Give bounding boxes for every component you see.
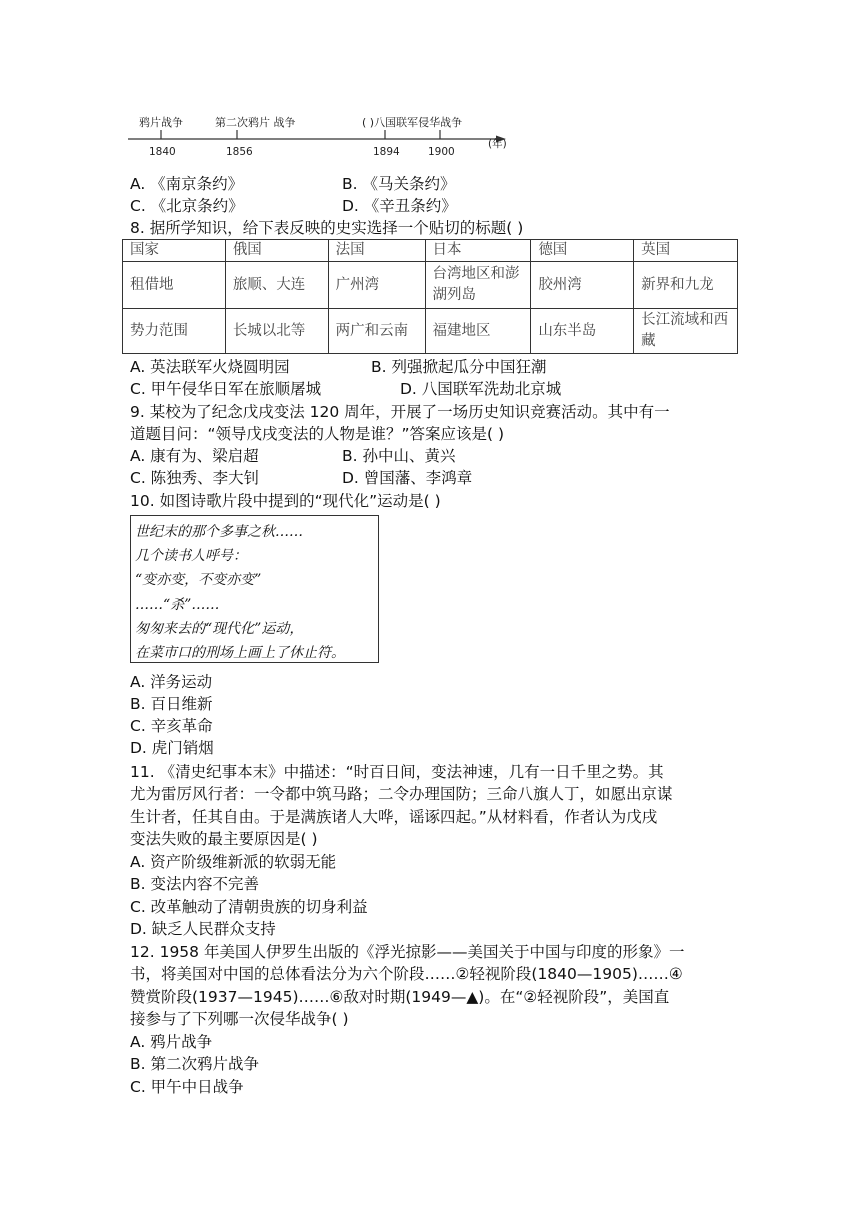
- poem-line: 世纪末的那个多事之秋……: [135, 524, 303, 540]
- table-cell: 长江流域和西藏: [634, 309, 738, 354]
- q12-stem-line2: 书，将美国对中国的总体看法分为六个阶段……②轻视阶段(1840—1905)……④: [130, 965, 683, 983]
- table-cell: 法国: [328, 240, 425, 262]
- table-cell: 台湾地区和澎湖列岛: [425, 262, 531, 309]
- q11-option-b: B. 变法内容不完善: [130, 875, 259, 893]
- poem-line: ……“杀”……: [135, 596, 220, 613]
- q12-option-c: C. 甲午中日战争: [130, 1078, 244, 1096]
- q11-option-a: A. 资产阶级维新派的软弱无能: [130, 853, 337, 871]
- timeline-axis: [128, 128, 518, 150]
- table-cell: 新界和九龙: [634, 262, 738, 309]
- timeline-year-1900: 1900: [428, 146, 455, 158]
- q11-option-c: C. 改革触动了清朝贵族的切身利益: [130, 898, 368, 916]
- q8-option-b: B. 列强掀起瓜分中国狂潮: [371, 358, 547, 376]
- q12-stem-line3: 赞赏阶段(1937—1945)……⑥敌对时期(1949—▲)。在“②轻视阶段”，美国直: [130, 988, 670, 1006]
- q7-option-b: B. 《马关条约》: [342, 175, 456, 193]
- poem-line: 几个读书人呼号：: [135, 548, 247, 565]
- q7-option-d: D. 《辛丑条约》: [342, 197, 457, 215]
- q8-stem: 8. 据所学知识，给下表反映的史实选择一个贴切的标题( ): [130, 219, 524, 237]
- q10-option-b: B. 百日维新: [130, 695, 213, 713]
- q9-stem-line1: 9. 某校为了纪念戊戌变法 120 周年，开展了一场历史知识竞赛活动。其中有一: [130, 403, 670, 421]
- table-cell: 广州湾: [328, 262, 425, 309]
- table-cell: 胶州湾: [531, 262, 634, 309]
- q9-option-d: D. 曾国藩、李鸿章: [342, 469, 473, 487]
- q7-option-c: C. 《北京条约》: [130, 197, 244, 215]
- q11-stem-line2: 尤为雷厉风行者：一令都中筑马路；二令办理国防；三命八旗人丁，如愿出京谋: [130, 785, 673, 803]
- q7-option-a: A. 《南京条约》: [130, 175, 244, 193]
- timeline-year-1894: 1894: [373, 146, 400, 158]
- q11-option-d: D. 缺乏人民群众支持: [130, 920, 276, 938]
- q10-option-a: A. 洋务运动: [130, 673, 213, 691]
- q8-option-a: A. 英法联军火烧圆明园: [130, 358, 290, 376]
- q9-option-b: B. 孙中山、黄兴: [342, 447, 456, 465]
- table-cell: 山东半岛: [531, 309, 634, 354]
- poem-line: 在菜市口的刑场上画上了休止符。: [135, 645, 345, 662]
- table-header-row: [123, 240, 738, 262]
- table-cell: 势力范围: [123, 309, 226, 354]
- timeline-label-opium-war: 鸦片战争: [139, 116, 183, 129]
- timeline-year-1840: 1840: [149, 146, 176, 158]
- timeline-year-1856: 1856: [226, 146, 253, 158]
- table-row: [123, 309, 738, 354]
- poem-excerpt: [130, 515, 379, 663]
- q9-option-c: C. 陈独秀、李大钊: [130, 469, 260, 487]
- table-cell: 俄国: [225, 240, 328, 262]
- q8-option-d: D. 八国联军洗劫北京城: [400, 380, 562, 398]
- q9-option-a: A. 康有为、梁启超: [130, 447, 259, 465]
- q10-option-c: C. 辛亥革命: [130, 717, 213, 735]
- q11-stem-line1: 11. 《清史纪事本末》中描述：“时百日间，变法神速，几有一日千里之势。其: [130, 763, 664, 781]
- table-cell: 英国: [634, 240, 738, 262]
- table-cell: 福建地区: [425, 309, 531, 354]
- table-cell: 旅顺、大连: [225, 262, 328, 309]
- q12-stem-line4: 接参与了下列哪一次侵华战争( ): [130, 1010, 349, 1028]
- q11-stem-line4: 变法失败的最主要原因是( ): [130, 830, 318, 848]
- q8-option-c: C. 甲午侵华日军在旅顺屠城: [130, 380, 322, 398]
- poem-line: “变亦变，不变亦变”: [135, 572, 262, 589]
- timeline-label-eight-nation: ( )八国联军侵华战争: [362, 116, 463, 129]
- table-cell: 租借地: [123, 262, 226, 309]
- table-row: [123, 262, 738, 309]
- table-cell: 日本: [425, 240, 531, 262]
- q12-option-a: A. 鸦片战争: [130, 1033, 213, 1051]
- spheres-table: [122, 239, 738, 354]
- poem-line: 匆匆来去的“现代化”运动，: [135, 620, 304, 637]
- q12-option-b: B. 第二次鸦片战争: [130, 1055, 259, 1073]
- table-cell: 国家: [123, 240, 226, 262]
- timeline-label-second-opium-war: 第二次鸦片 战争: [215, 116, 296, 129]
- q12-stem-line1: 12. 1958 年美国人伊罗生出版的《浮光掠影——美国关于中国与印度的形象》一: [130, 943, 685, 961]
- table-cell: 两广和云南: [328, 309, 425, 354]
- table-cell: 德国: [531, 240, 634, 262]
- q9-stem-line2: 道题目问：“领导戊戌变法的人物是谁？”答案应该是( ): [130, 425, 505, 443]
- table-cell: 长城以北等: [225, 309, 328, 354]
- timeline-unit: (年): [488, 138, 507, 150]
- q10-option-d: D. 虎门销烟: [130, 739, 214, 757]
- q11-stem-line3: 生计者，任其自由。于是满族诸人大哗，谣诼四起。”从材料看，作者认为戊戌: [130, 808, 658, 826]
- q10-stem: 10. 如图诗歌片段中提到的“现代化”运动是( ): [130, 492, 441, 510]
